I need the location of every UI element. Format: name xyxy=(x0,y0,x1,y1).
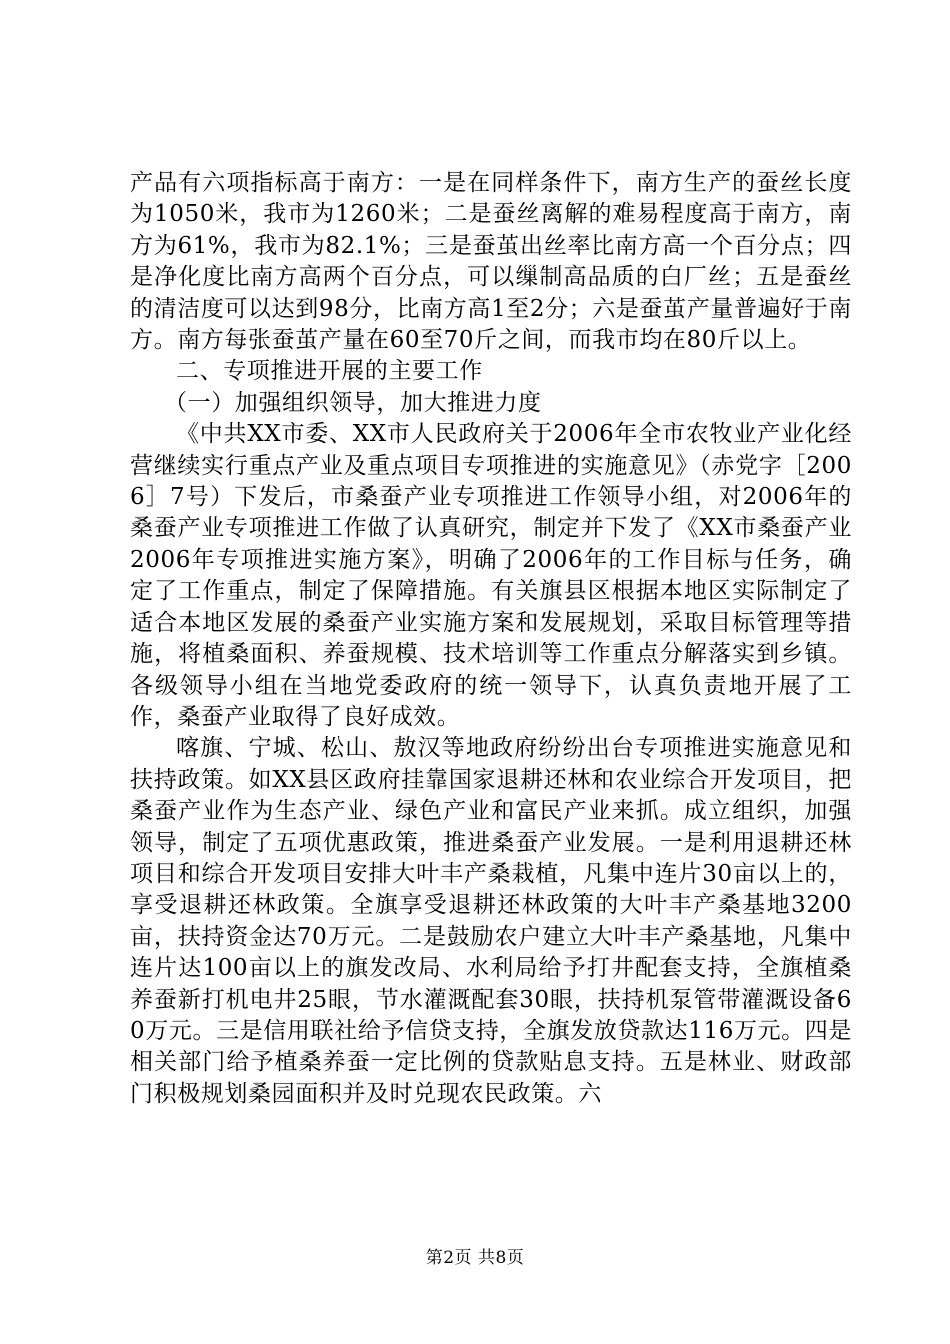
paragraph-silk-indicators: 产品有六项指标高于南方：一是在同样条件下，南方生产的蚕丝长度为1050米，我市为1260米；二是蚕丝离解的难易程度高于南方，南方为61%，我市为82.1%；三是蚕茧出丝率比南方高一个百分点；四是净化度比南方高两个百分点，可以缫制高品质的白厂丝；五是蚕丝的清洁度可以达到98分，比南方高1至2分；六是蚕茧产量普遍好于南方。南方每张蚕茧产量在60至70斤之间，而我市均在80斤以上。 xyxy=(130,170,852,354)
page-number-footer: 第2页 共8页 xyxy=(425,1248,525,1268)
paragraph-organization: 《中共XX市委、XX市人民政府关于2006年全市农牧业产业化经营继续实行重点产业及重点项目专项推进的实施意见》（赤党字［2006］7号）下发后，市桑蚕产业专项推进工作领导小组，对2006年的桑蚕产业专项推进工作做了认真研究，制定并下发了《XX市桑蚕产业2006年专项推进实施方案》，明确了2006年的工作目标与任务，确定了工作重点，制定了保障措施。有关旗县区根据本地区实际制定了适合本地区发展的桑蚕产业实施方案和发展规划，采取目标管理等措施，将植桑面积、养蚕规模、技术培训等工作重点分解落实到乡镇。各级领导小组在当地党委政府的统一领导下，认真负责地开展了工作，桑蚕产业取得了良好成效。 xyxy=(130,421,852,730)
paragraph-local-policies: 喀旗、宁城、松山、敖汉等地政府纷纷出台专项推进实施意见和扶持政策。如XX县区政府挂靠国家退耕还林和农业综合开发项目，把桑蚕产业作为生态产业、绿色产业和富民产业来抓。成立组织，加强领导，制定了五项优惠政策，推进桑蚕产业发展。一是利用退耕还林项目和综合开发项目安排大叶丰产桑栽植，凡集中连片30亩以上的，享受退耕还林政策。全旗享受退耕还林政策的大叶丰产桑基地3200亩，扶持资金达70万元。二是鼓励农户建立大叶丰产桑基地，凡集中连片达100亩以上的旗发改局、水利局给予打井配套支持，全旗植桑养蚕新打机电井25眼，节水灌溉配套30眼，扶持机泵管带灌溉设备60万元。三是信用联社给予信贷支持，全旗发放贷款达116万元。四是相关部门给予植桑养蚕一定比例的贷款贴息支持。五是林业、财政部门积极规划桑园面积并及时兑现农民政策。六 xyxy=(130,735,852,1107)
subsection-heading: （一）加强组织领导，加大推进力度 xyxy=(164,389,542,416)
section-heading: 二、专项推进开展的主要工作 xyxy=(176,358,483,385)
document-body xyxy=(130,168,852,1110)
